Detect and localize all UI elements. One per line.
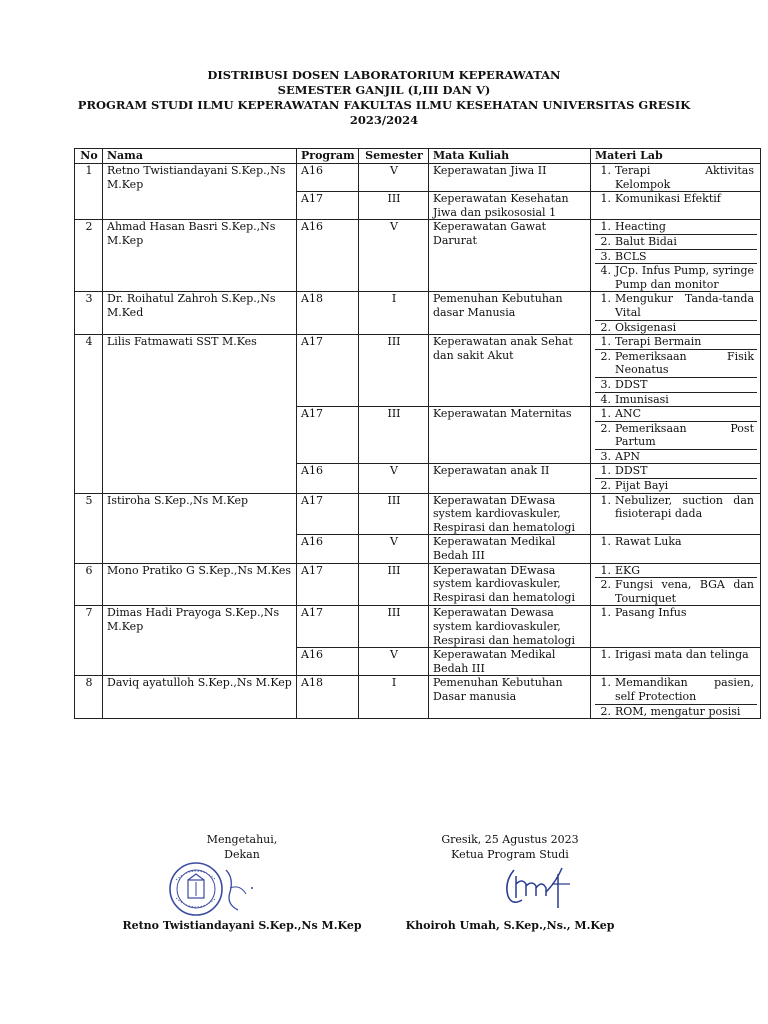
materi-list-item (595, 464, 757, 479)
cell-no: 7 (75, 606, 103, 676)
cell-nama: Daviq ayatulloh S.Kep.,Ns M.Kep (103, 676, 297, 719)
cell-program: A16 (297, 535, 359, 563)
materi-text: Balut Bidai (615, 234, 677, 248)
table-row (75, 493, 761, 535)
materi-text: Pasang Infus (615, 606, 687, 620)
kaprodi-name: Khoiroh Umah, S.Kep.,Ns., M.Kep (405, 919, 615, 932)
cell-semester: I (359, 676, 429, 719)
cell-mata-kuliah: Keperawatan anak Sehat dan sakit Akut (429, 335, 591, 407)
sig-right-line1: Gresik, 25 Agustus 2023 (441, 833, 579, 846)
cell-semester: V (359, 220, 429, 292)
materi-text: DDST (615, 464, 648, 478)
cell-mata-kuliah: Pemenuhan Kebutuhan dasar Manusia (429, 292, 591, 335)
cell-program: A18 (297, 292, 359, 335)
header-year: 2023/2024 (349, 113, 419, 127)
materi-number: 3. (600, 449, 611, 463)
materi-number: 3. (600, 249, 611, 263)
col-header-no: No (75, 149, 103, 164)
signature-block-kaprodi (400, 832, 620, 862)
materi-list-item (595, 350, 757, 378)
header-program: PROGRAM STUDI ILMU KEPERAWATAN FAKULTAS ILMU KESEHATAN UNIVERSITAS GRESIK (77, 98, 691, 112)
cell-nama: Retno Twistiandayani S.Kep.,Ns M.Kep (103, 164, 297, 220)
materi-number: 2. (600, 421, 611, 435)
materi-text: Irigasi mata dan telinga (615, 648, 749, 662)
cell-materi-lab (591, 493, 761, 535)
cell-semester: V (359, 535, 429, 563)
materi-list-item (595, 407, 757, 422)
col-header-semester: Semester (359, 149, 429, 164)
cell-no: 2 (75, 220, 103, 292)
cell-semester: III (359, 493, 429, 535)
materi-text: ROM, mengatur posisi (615, 704, 741, 718)
materi-list-item (595, 250, 757, 265)
materi-text: Mengukur Tanda-tanda Vital (615, 292, 754, 319)
cell-program: A16 (297, 164, 359, 192)
cell-program: A17 (297, 407, 359, 464)
materi-text: EKG (615, 563, 641, 577)
col-header-program: Program (297, 149, 359, 164)
cell-program: A17 (297, 192, 359, 220)
materi-text: JCp. Infus Pump, syringe Pump dan monitor (615, 264, 754, 291)
cell-mata-kuliah: Keperawatan Gawat Darurat (429, 220, 591, 292)
cell-materi-lab (591, 648, 761, 676)
handwritten-signature (500, 862, 578, 912)
materi-list-item (595, 564, 757, 579)
cell-program: A17 (297, 606, 359, 648)
materi-list-item (595, 494, 757, 521)
cell-mata-kuliah: Pemenuhan Kebutuhan Dasar manusia (429, 676, 591, 719)
materi-number: 1. (600, 164, 611, 177)
materi-list-item (595, 264, 757, 291)
cell-nama: Istiroha S.Kep.,Ns M.Kep (103, 493, 297, 563)
dekan-name: Retno Twistiandayani S.Kep.,Ns M.Kep (122, 919, 362, 932)
materi-list-item (595, 192, 757, 206)
cell-mata-kuliah: Keperawatan Medikal Bedah III (429, 648, 591, 676)
cell-materi-lab (591, 606, 761, 648)
materi-list-item (595, 422, 757, 450)
materi-number: 2. (600, 320, 611, 334)
cell-nama: Dr. Roihatul Zahroh S.Kep.,Ns M.Ked (103, 292, 297, 335)
materi-text: Heacting (615, 220, 666, 234)
materi-list-item (595, 164, 757, 191)
col-header-materi-lab: Materi Lab (591, 149, 761, 164)
materi-number: 1. (600, 493, 611, 507)
materi-text: Memandikan pasien, self Protection (615, 676, 754, 703)
cell-semester: I (359, 292, 429, 335)
materi-number: 1. (600, 648, 611, 662)
table-row (75, 335, 761, 407)
document-header (60, 68, 708, 128)
materi-text: Pemeriksaan Fisik Neonatus (615, 349, 754, 377)
cell-semester: V (359, 164, 429, 192)
materi-number: 4. (600, 392, 611, 406)
cell-mata-kuliah: Keperawatan Medikal Bedah III (429, 535, 591, 563)
cell-semester: III (359, 563, 429, 606)
materi-text: Nebulizer, suction dan fisioterapi dada (615, 493, 754, 521)
cell-program: A18 (297, 676, 359, 719)
cell-program: A17 (297, 563, 359, 606)
cell-no: 5 (75, 493, 103, 563)
table-row (75, 292, 761, 335)
cell-program: A17 (297, 493, 359, 535)
cell-semester: III (359, 335, 429, 407)
cell-mata-kuliah: Keperawatan Jiwa II (429, 164, 591, 192)
cell-semester: III (359, 407, 429, 464)
materi-number: 1. (600, 407, 611, 421)
cell-materi-lab (591, 535, 761, 563)
table-row (75, 676, 761, 719)
materi-text: BCLS (615, 249, 647, 263)
materi-text: APN (615, 449, 640, 463)
materi-number: 2. (600, 704, 611, 718)
materi-text: ANC (615, 407, 641, 421)
materi-text: Rawat Luka (615, 535, 682, 549)
cell-semester: III (359, 192, 429, 220)
distribution-table (74, 148, 761, 719)
materi-text: Fungsi vena, BGA dan Tourniquet (615, 578, 754, 605)
cell-semester: V (359, 464, 429, 493)
materi-number: 1. (600, 220, 611, 234)
cell-materi-lab (591, 676, 761, 719)
materi-number: 1. (600, 192, 611, 206)
header-semester: SEMESTER GANJIL (I,III DAN V) (277, 83, 491, 97)
cell-nama: Mono Pratiko G S.Kep.,Ns M.Kes (103, 563, 297, 606)
cell-materi-lab (591, 220, 761, 292)
materi-number: 1. (600, 335, 611, 349)
cell-nama: Lilis Fatmawati SST M.Kes (103, 335, 297, 494)
materi-number: 1. (600, 464, 611, 478)
materi-number: 2. (600, 234, 611, 248)
materi-list-item (595, 578, 757, 605)
materi-text: Pijat Bayi (615, 479, 669, 493)
table-header-row (75, 149, 761, 164)
materi-number: 1. (600, 606, 611, 620)
col-header-mata-kuliah: Mata Kuliah (429, 149, 591, 164)
cell-program: A16 (297, 648, 359, 676)
materi-number: 1. (600, 676, 611, 690)
materi-list-item (595, 450, 757, 464)
materi-list-item (595, 235, 757, 250)
materi-number: 1. (600, 563, 611, 577)
materi-number: 2. (600, 349, 611, 363)
cell-mata-kuliah: Keperawatan Dewasa system kardiovaskuler, Respirasi dan hematologi (429, 606, 591, 648)
materi-text: Pemeriksaan Post Partum (615, 421, 754, 449)
materi-list-item (595, 378, 757, 393)
materi-number: 2. (600, 479, 611, 493)
cell-program: A16 (297, 464, 359, 493)
materi-list-item (595, 321, 757, 335)
cell-materi-lab (591, 292, 761, 335)
materi-list-item (595, 335, 757, 350)
cell-mata-kuliah: Keperawatan anak II (429, 464, 591, 493)
cell-materi-lab (591, 164, 761, 192)
cell-semester: III (359, 606, 429, 648)
cell-nama: Ahmad Hasan Basri S.Kep.,Ns M.Kep (103, 220, 297, 292)
cell-mata-kuliah: Keperawatan DEwasa system kardiovaskuler, Respirasi dan hematologi (429, 493, 591, 535)
materi-text: Komunikasi Efektif (615, 192, 721, 206)
cell-program: A16 (297, 220, 359, 292)
table-row (75, 563, 761, 606)
cell-no: 3 (75, 292, 103, 335)
materi-number: 1. (600, 292, 611, 306)
cell-materi-lab (591, 563, 761, 606)
cell-materi-lab (591, 464, 761, 493)
materi-text: Terapi Bermain (615, 335, 702, 349)
materi-text: Imunisasi (615, 392, 669, 406)
materi-number: 1. (600, 535, 611, 549)
cell-no: 1 (75, 164, 103, 220)
materi-list-item (595, 648, 757, 662)
materi-list-item (595, 479, 757, 493)
cell-nama: Dimas Hadi Prayoga S.Kep.,Ns M.Kep (103, 606, 297, 676)
cell-materi-lab (591, 407, 761, 464)
university-seal-stamp (168, 858, 258, 920)
materi-text: Oksigenasi (615, 320, 677, 334)
materi-list-item (595, 705, 757, 719)
cell-mata-kuliah: Keperawatan DEwasa system kardiovaskuler, Respirasi dan hematologi (429, 563, 591, 606)
table-row (75, 220, 761, 292)
cell-semester: V (359, 648, 429, 676)
sig-left-line2: Dekan (224, 848, 260, 861)
materi-list-item (595, 676, 757, 704)
table-row (75, 164, 761, 192)
materi-number: 3. (600, 377, 611, 391)
materi-list-item (595, 606, 757, 620)
cell-materi-lab (591, 192, 761, 220)
cell-materi-lab (591, 335, 761, 407)
materi-text: Terapi Aktivitas Kelompok (615, 164, 754, 191)
cell-program: A17 (297, 335, 359, 407)
cell-no: 8 (75, 676, 103, 719)
sig-left-line1: Mengetahui, (206, 833, 278, 846)
cell-no: 4 (75, 335, 103, 494)
materi-number: 4. (600, 264, 611, 278)
materi-list-item (595, 393, 757, 407)
col-header-nama: Nama (103, 149, 297, 164)
materi-number: 2. (600, 578, 611, 592)
header-title: DISTRIBUSI DOSEN LABORATORIUM KEPERAWATAN (207, 68, 561, 82)
cell-mata-kuliah: Keperawatan Maternitas (429, 407, 591, 464)
cell-mata-kuliah: Keperawatan Kesehatan Jiwa dan psikososial 1 (429, 192, 591, 220)
materi-list-item (595, 220, 757, 235)
cell-no: 6 (75, 563, 103, 606)
materi-list-item (595, 535, 757, 549)
materi-list-item (595, 292, 757, 320)
materi-text: DDST (615, 377, 648, 391)
table-row (75, 606, 761, 648)
sig-right-line2: Ketua Program Studi (451, 848, 569, 861)
